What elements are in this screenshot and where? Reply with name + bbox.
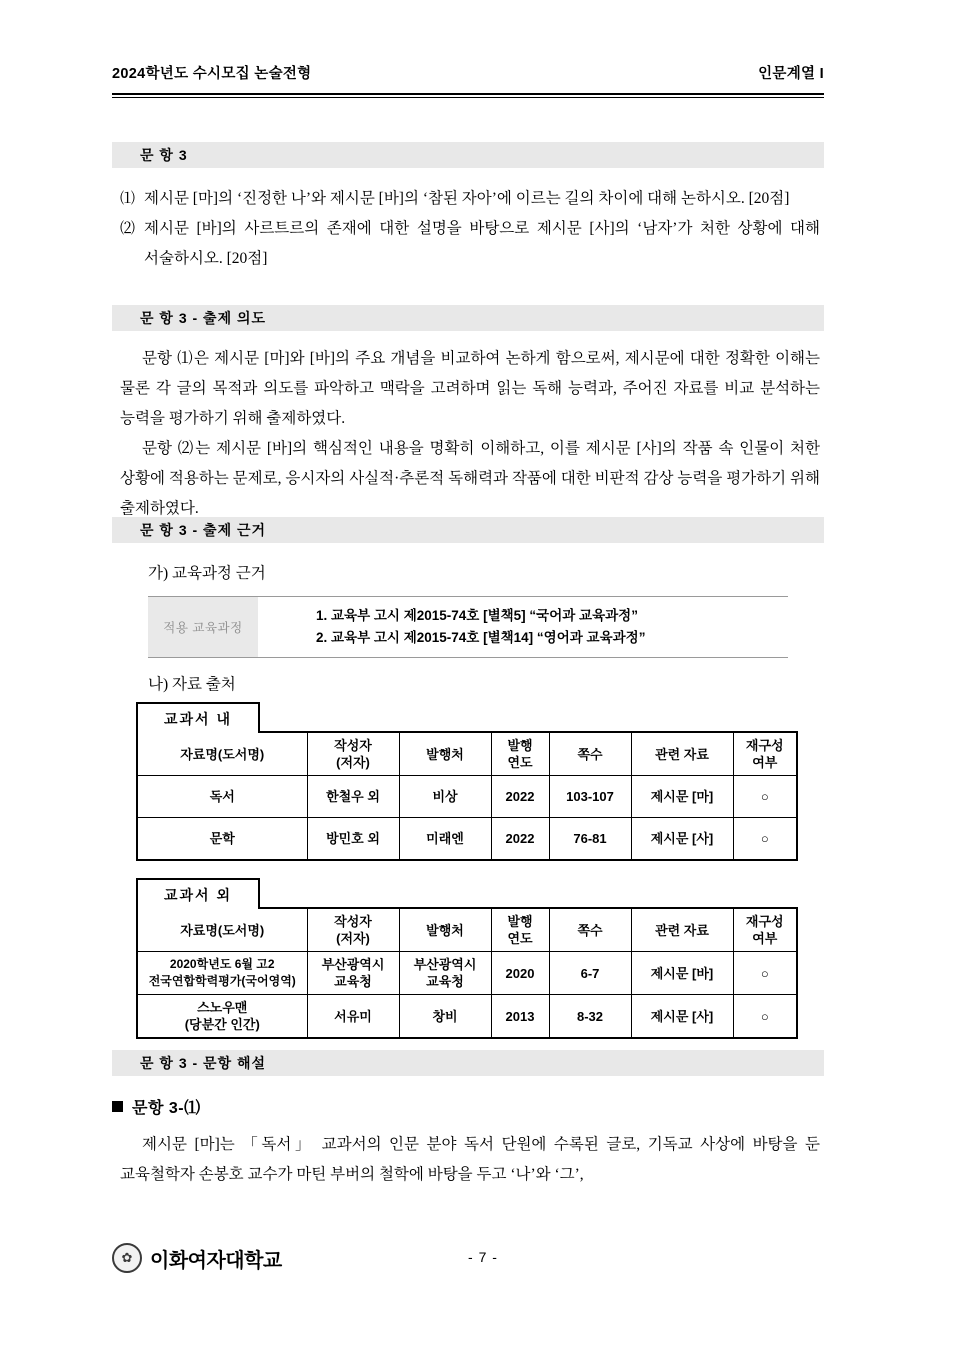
subsection-label-curriculum: 가) 교육과정 근거 — [148, 565, 266, 582]
cell-title: 독서 — [137, 776, 307, 818]
section-label: 문 항 3 - 출제 근거 — [140, 522, 267, 538]
cell-year: 2022 — [491, 818, 549, 860]
list-item — [120, 214, 820, 274]
section-label: 문 항 3 — [140, 147, 188, 163]
curriculum-item: 2. 교육부 고시 제2015-74호 [별책14] “영어과 교육과정” — [316, 630, 646, 645]
col-header-reorganized: 재구성 여부 — [733, 908, 797, 952]
question-number: ⑵ — [120, 221, 136, 237]
question-number: ⑴ — [120, 191, 136, 207]
cell-title: 2020학년도 6월 고2 전국연합학력평가(국어영역) — [137, 952, 307, 995]
col-header-publisher: 발행처 — [399, 908, 491, 952]
col-header-title: 자료명(도서명) — [137, 908, 307, 952]
question-text: 제시문 [바]의 사르트르의 존재에 대한 설명을 바탕으로 제시문 [사]의 ‘남자’가 처한 상황에 대해 서술하시오. [20점] — [144, 220, 820, 267]
col-header-author: 작성자 (저자) — [307, 732, 399, 776]
page-header — [112, 62, 824, 83]
subsection-label-sources: 나) 자료 출처 — [148, 676, 236, 693]
cell-reorganized: ○ — [733, 776, 797, 818]
cell-author: 방민호 외 — [307, 818, 399, 860]
explanation-paragraph: 제시문 [마]는 「독서」 교과서의 인문 분야 독서 단원에 수록된 글로, 기독교 사상에 바탕을 둔 교육철학자 손봉호 교수가 마틴 부버의 철학에 바탕을 두고 ‘나’와 ‘그’, — [120, 1136, 820, 1183]
section-bar-basis — [112, 517, 824, 543]
square-bullet-icon — [112, 1101, 123, 1112]
page-number: - 7 - — [468, 1249, 498, 1265]
cell-author: 부산광역시 교육청 — [307, 952, 399, 995]
university-name: 이화여자대학교 — [150, 1249, 282, 1272]
section-bar-intent — [112, 305, 824, 331]
question-text: 제시문 [마]의 ‘진정한 나’와 제시문 [바]의 ‘참된 자아’에 이르는 길의 차이에 대해 논하시오. [20점] — [144, 190, 790, 207]
curriculum-item: 1. 교육부 고시 제2015-74호 [별책5] “국어과 교육과정” — [316, 608, 638, 623]
curriculum-table-header: 적용 교육과정 — [148, 597, 258, 657]
curriculum-table-body — [258, 597, 788, 657]
table-row — [137, 995, 797, 1039]
cell-year: 2013 — [491, 995, 549, 1039]
cell-related: 제시문 [사] — [631, 995, 733, 1039]
cell-reorganized: ○ — [733, 995, 797, 1039]
col-header-year: 발행 연도 — [491, 732, 549, 776]
section-label: 문 항 3 - 문항 해설 — [140, 1055, 267, 1071]
header-right-text: 인문계열 I — [758, 66, 824, 82]
table-external — [136, 907, 798, 1039]
cell-publisher: 비상 — [399, 776, 491, 818]
col-header-author: 작성자 (저자) — [307, 908, 399, 952]
table-header-row — [137, 732, 797, 776]
intent-paragraph-2: 문항 ⑵는 제시문 [바]의 핵심적인 내용을 명확히 이해하고, 이를 제시문 [사]의 작품 속 인물이 처한 상황에 적용하는 문제로, 응시자의 사실적·추론적 독해력과 작품에 대한 비판적 감상 능력을 평가하기 위해 출제하였다. — [120, 440, 820, 517]
explanation-heading — [112, 1095, 201, 1118]
col-header-publisher: 발행처 — [399, 732, 491, 776]
cell-reorganized: ○ — [733, 952, 797, 995]
cell-publisher: 부산광역시 교육청 — [399, 952, 491, 995]
section-bar-explanation — [112, 1050, 824, 1076]
explanation-heading-text: 문항 3-⑴ — [132, 1100, 201, 1117]
cell-title: 문학 — [137, 818, 307, 860]
col-header-related: 관련 자료 — [631, 732, 733, 776]
col-header-title: 자료명(도서명) — [137, 732, 307, 776]
cell-author: 한철우 외 — [307, 776, 399, 818]
intent-paragraph-1: 문항 ⑴은 제시문 [마]와 [바]의 주요 개념을 비교하여 논하게 함으로써, 제시문에 대한 정확한 이해는 물론 각 글의 목적과 의도를 파악하고 맥락을 고려하며 읽는 독해 능력과, 주어진 자료를 비교 분석하는 능력을 평가하기 위해 출제하였다. — [120, 350, 820, 427]
cell-title: 스노우맨 (당분간 인간) — [137, 995, 307, 1039]
cell-publisher: 창비 — [399, 995, 491, 1039]
question-list — [120, 184, 820, 274]
source-table-external — [136, 878, 798, 1039]
source-table-internal — [136, 702, 798, 861]
cell-year: 2020 — [491, 952, 549, 995]
table-header-row — [137, 908, 797, 952]
flower-icon: ✿ — [112, 1243, 142, 1273]
cell-related: 제시문 [사] — [631, 818, 733, 860]
list-item — [120, 184, 820, 214]
section-label: 문 항 3 - 출제 의도 — [140, 310, 267, 326]
table-caption: 교과서 외 — [136, 878, 260, 909]
cell-pages: 76-81 — [549, 818, 631, 860]
cell-author: 서유미 — [307, 995, 399, 1039]
cell-related: 제시문 [바] — [631, 952, 733, 995]
cell-year: 2022 — [491, 776, 549, 818]
table-row — [137, 776, 797, 818]
cell-pages: 8-32 — [549, 995, 631, 1039]
col-header-year: 발행 연도 — [491, 908, 549, 952]
table-row — [137, 818, 797, 860]
cell-pages: 6-7 — [549, 952, 631, 995]
table-internal — [136, 731, 798, 861]
section-bar-question3 — [112, 142, 824, 168]
col-header-reorganized: 재구성 여부 — [733, 732, 797, 776]
col-header-pages: 쪽수 — [549, 732, 631, 776]
cell-related: 제시문 [마] — [631, 776, 733, 818]
cell-pages: 103-107 — [549, 776, 631, 818]
col-header-related: 관련 자료 — [631, 908, 733, 952]
header-left-text: 2024학년도 수시모집 논술전형 — [112, 66, 312, 82]
header-divider — [112, 93, 824, 98]
curriculum-basis-table — [148, 596, 788, 658]
table-row — [137, 952, 797, 995]
cell-reorganized: ○ — [733, 818, 797, 860]
table-caption: 교과서 내 — [136, 702, 260, 733]
cell-publisher: 미래엔 — [399, 818, 491, 860]
col-header-pages: 쪽수 — [549, 908, 631, 952]
